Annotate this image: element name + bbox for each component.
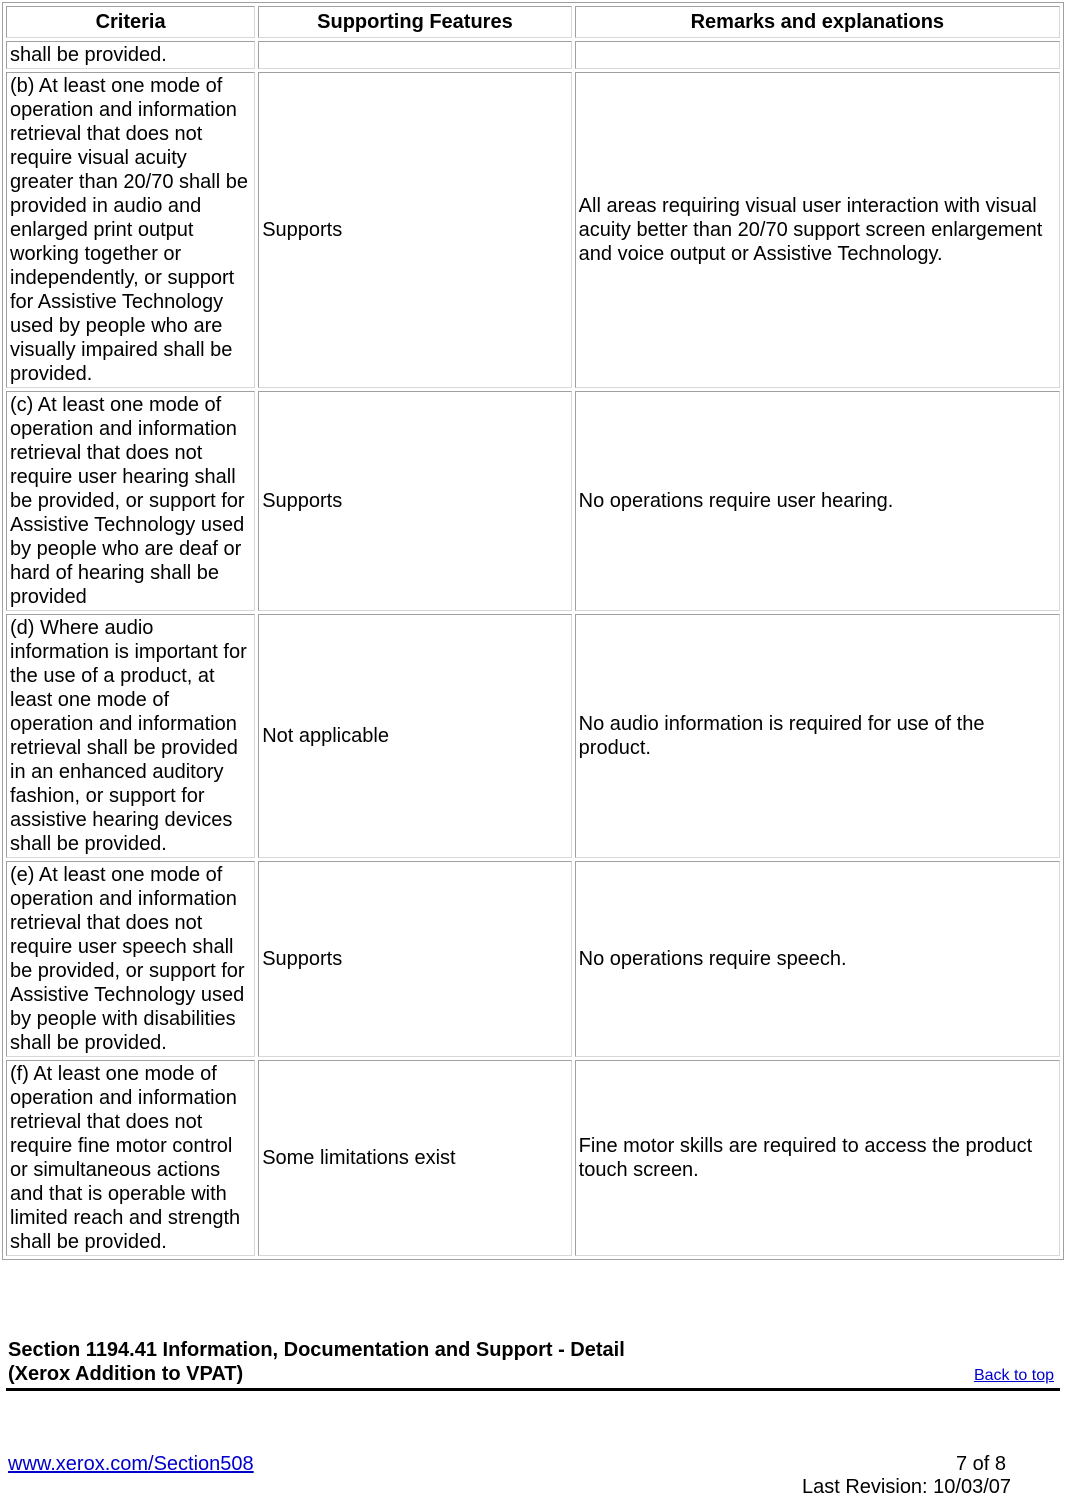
supporting-cell bbox=[258, 41, 571, 69]
criteria-cell: (d) Where audio information is important for the use of a product, at least one mode of operation and information retrieval shall be provided in an enhanced auditory fashion, or support for assistive hearing devices shall be provided. bbox=[6, 614, 255, 858]
table-row bbox=[6, 391, 1060, 611]
vpat-table bbox=[2, 2, 1064, 1260]
table-header-row bbox=[6, 6, 1060, 38]
remarks-cell: No operations require user hearing. bbox=[575, 391, 1060, 611]
section-divider bbox=[6, 1388, 1060, 1391]
header-supporting-features: Supporting Features bbox=[258, 6, 571, 38]
criteria-cell: (f) At least one mode of operation and information retrieval that does not require fine motor control or simultaneous actions and that is operable with limited reach and strength shall be provided. bbox=[6, 1060, 255, 1256]
back-to-top-link[interactable]: Back to top bbox=[973, 1367, 1054, 1384]
section-subtitle: (Xerox Addition to VPAT) bbox=[8, 1363, 244, 1385]
section-heading bbox=[8, 1338, 1060, 1386]
header-criteria: Criteria bbox=[6, 6, 255, 38]
supporting-cell: Supports bbox=[258, 861, 571, 1057]
criteria-cell: shall be provided. bbox=[6, 41, 255, 69]
remarks-cell: No audio information is required for use of the product. bbox=[575, 614, 1060, 858]
remarks-cell: Fine motor skills are required to access the product touch screen. bbox=[575, 1060, 1060, 1256]
criteria-cell: (b) At least one mode of operation and information retrieval that does not require visual acuity greater than 20/70 shall be provided in audio and enlarged print output working together or independently, or support for Assistive Technology used by people who are visually impaired shall be provided. bbox=[6, 72, 255, 388]
table-row bbox=[6, 72, 1060, 388]
supporting-cell: Not applicable bbox=[258, 614, 571, 858]
criteria-cell: (e) At least one mode of operation and information retrieval that does not require user speech shall be provided, or support for Assistive Technology used by people with disabilities shall be provided. bbox=[6, 861, 255, 1057]
footer-url-link[interactable]: www.xerox.com/Section508 bbox=[8, 1453, 254, 1475]
header-remarks: Remarks and explanations bbox=[575, 6, 1060, 38]
remarks-cell: No operations require speech. bbox=[575, 861, 1060, 1057]
page-number: 7 of 8 bbox=[956, 1453, 1007, 1475]
supporting-cell: Supports bbox=[258, 72, 571, 388]
supporting-cell: Some limitations exist bbox=[258, 1060, 571, 1256]
section-title: Section 1194.41 Information, Documentation and Support - Detail bbox=[8, 1339, 625, 1361]
table-row bbox=[6, 41, 1060, 69]
remarks-cell: All areas requiring visual user interaction with visual acuity better than 20/70 support screen enlargement and voice output or Assistive Technology. bbox=[575, 72, 1060, 388]
criteria-cell: (c) At least one mode of operation and information retrieval that does not require user hearing shall be provided, or support for Assistive Technology used by people who are deaf or hard of hearing shall be provided bbox=[6, 391, 255, 611]
table-row bbox=[6, 1060, 1060, 1256]
table-row bbox=[6, 861, 1060, 1057]
remarks-cell bbox=[575, 41, 1060, 69]
table-row bbox=[6, 614, 1060, 858]
last-revision: Last Revision: 10/03/07 bbox=[802, 1476, 1012, 1498]
supporting-cell: Supports bbox=[258, 391, 571, 611]
